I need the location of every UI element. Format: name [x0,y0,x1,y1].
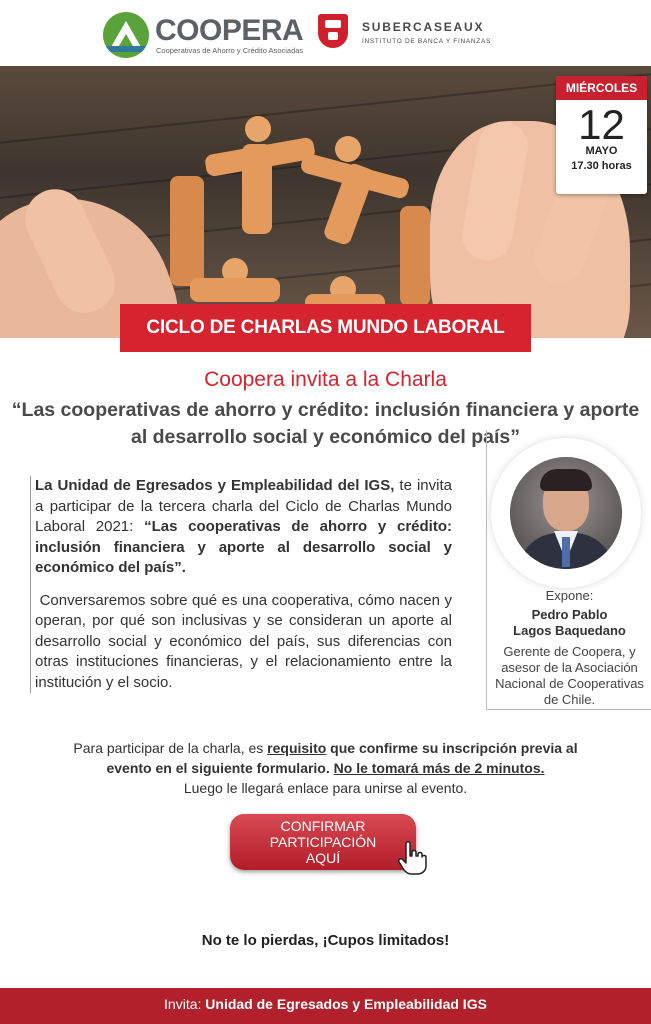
speaker-role: Gerente de Coopera, y asesor de la Asociación Nacional de Cooperativas de Chile. [495,644,644,707]
date-badge [556,76,647,194]
series-banner: CICLO DE CHARLAS MUNDO LABORAL [120,304,531,352]
subercaseaux-name: SUBERCASEAUX [362,20,485,34]
intro-paragraph [31,476,452,579]
confirm-participation-button[interactable]: CONFIRMAR PARTICIPACIÓN AQUÍ [230,814,416,870]
description-paragraph: Conversaremos sobre qué es una cooperativa, cómo nacen y operan, por qué son inclusivas y se consideran un aporte al desarrollo social y económico del país, sus diferencias con otras instituciones financieras, y el relacionamiento entre la institución y el socio. [35,591,452,691]
body-text [30,476,452,693]
speaker-photo-frame [491,438,641,588]
subercaseaux-shield-icon [318,14,348,48]
intro-text: te invita a participar de la tercera charla del Ciclo de Charlas Mundo Laboral 2021: [35,477,452,535]
date-month: MAYO [585,145,618,157]
speaker-label: Expone: [545,588,594,603]
subercaseaux-tagline: INSTITUTO DE BANCA Y FINANZAS [362,38,492,45]
coopera-logo [103,10,303,58]
intro-organizer: La Unidad de Egresados y Empleabilidad del IGS, [35,477,395,494]
date-time: 17.30 horas [571,160,632,172]
coopera-logo-name: COOPERA [155,14,304,47]
subercaseaux-logo [318,14,498,54]
footer: Invita: Unidad de Egresados y Empleabilidad IGS [0,988,651,1024]
registration-instructions: Para participar de la charla, es requisito que confirme su inscripción previa al evento en el siguiente formulario. No le tomará más de 2 minutos. Luego le llegará enlace para unirse al evento. [73,740,578,796]
speaker-photo [510,457,622,569]
date-weekday: MIÉRCOLES [556,76,647,100]
invite-heading: Coopera invita a la Charla [204,368,447,391]
pointer-hand-icon [396,840,430,876]
header [0,0,651,66]
talk-title: “Las cooperativas de ahorro y crédito: inclusión financiera y aporte al desarrollo social y económico del país” [11,399,640,448]
speaker-card [486,430,651,710]
intro-talk-title: “Las cooperativas de ahorro y crédito: inclusión financiera y aporte al desarrollo social y económico del país”. [35,518,452,576]
coopera-logo-tagline: Cooperativas de Ahorro y Crédito Asociadas [156,46,304,55]
coopera-logo-icon [103,12,149,58]
speaker-name: Pedro Pablo Lagos Baquedano [513,607,626,638]
date-day-number: 12 [578,101,625,148]
closing-message: No te lo pierdas, ¡Cupos limitados! [201,932,450,949]
hero-image [0,66,651,338]
